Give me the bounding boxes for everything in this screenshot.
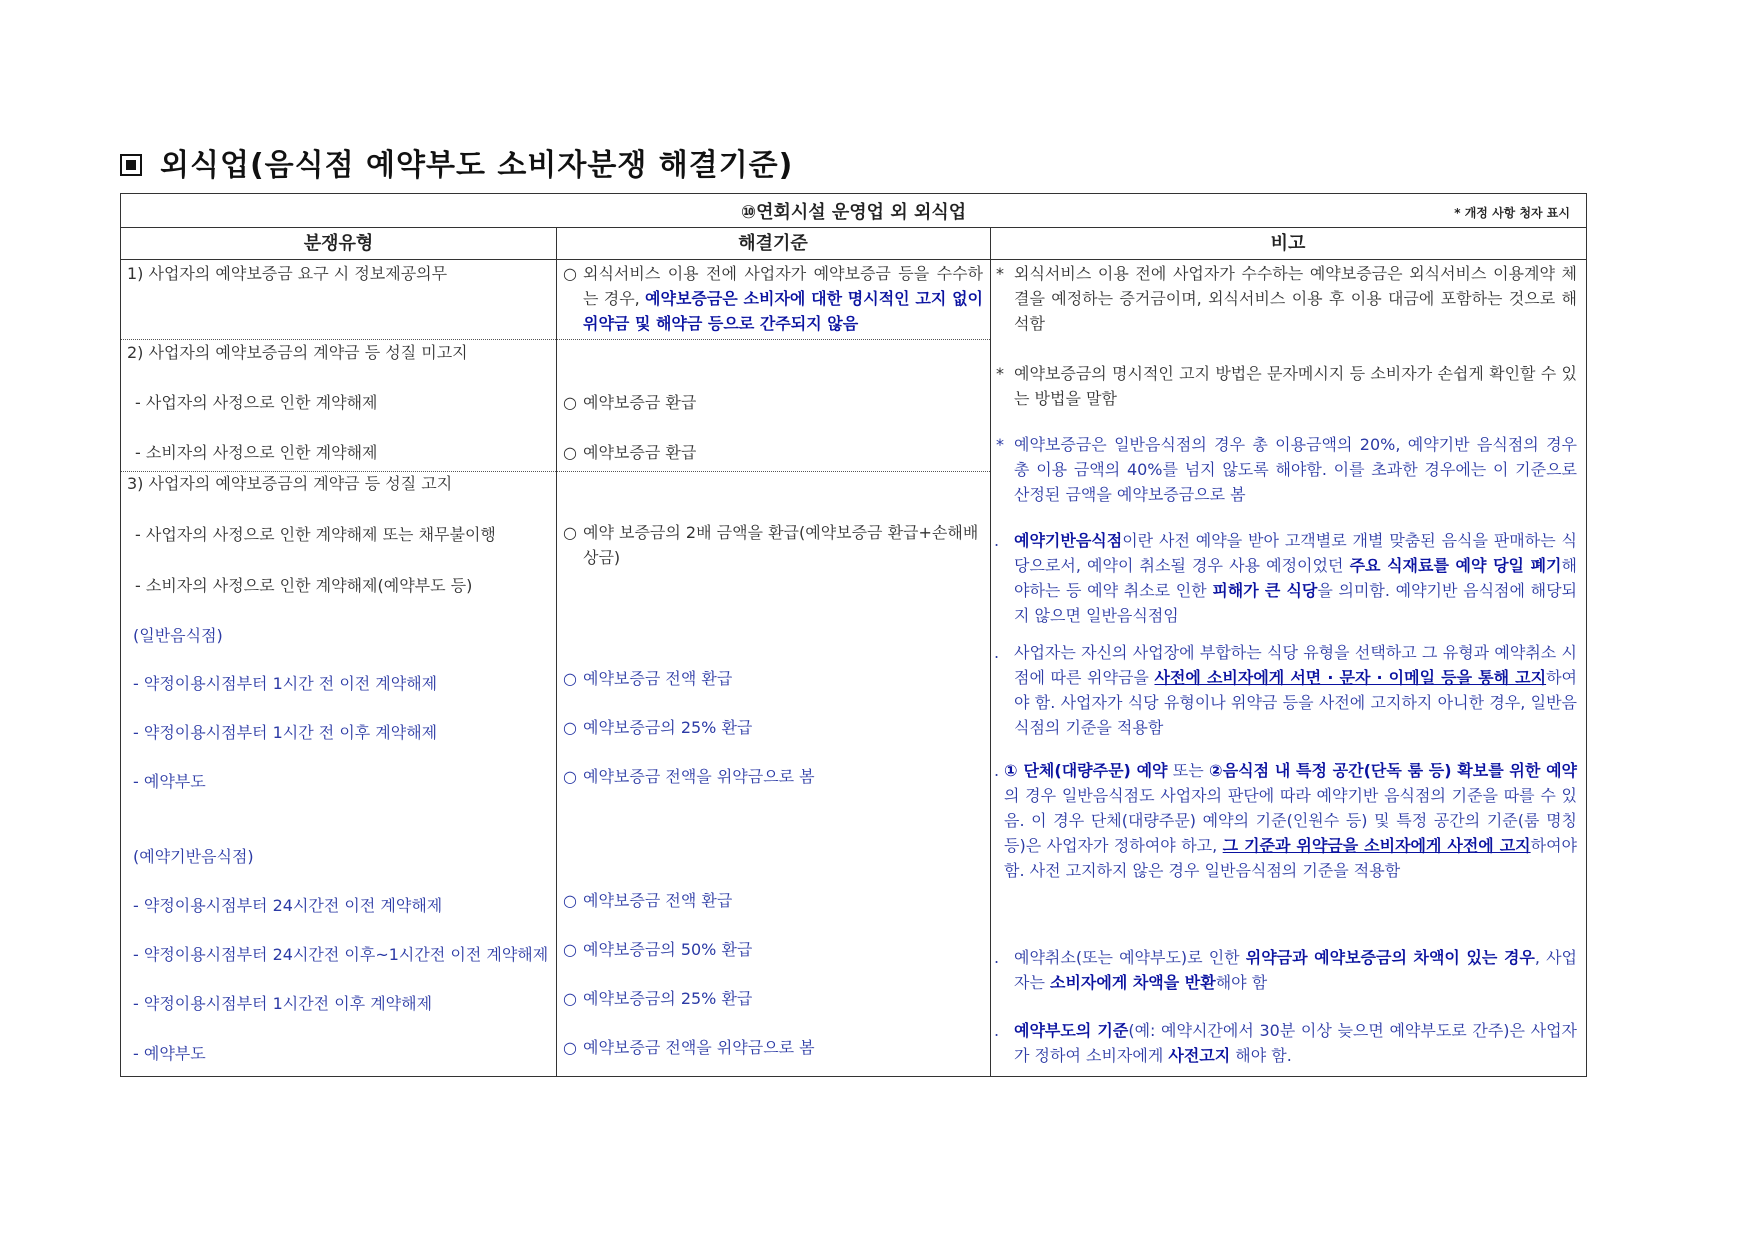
column-divider	[990, 228, 991, 1076]
bullet-icon: ○	[563, 989, 577, 1008]
remark-1: 외식서비스 이용 전에 사업자가 수수하는 예약보증금은 외식서비스 이용계약 체결을 예정하는 증거금이며, 외식서비스 이용 후 이용 대금에 포함하는 것으로 해석함	[1014, 264, 1577, 333]
page-title	[120, 140, 793, 184]
group-reservation-restaurant: (예약기반음식점)	[133, 847, 254, 866]
bullet-icon: ○	[563, 523, 577, 542]
reservation-case-d: - 예약부도	[133, 1044, 206, 1063]
dispute-resolution-table	[120, 193, 1587, 1077]
resolution-2a: 예약보증금 환급	[583, 393, 697, 412]
dispute-type-3: 3) 사업자의 예약보증금의 계약금 등 성질 고지	[127, 474, 453, 493]
reservation-case-b: - 약정이용시점부터 24시간전 이후~1시간전 이전 계약해제	[133, 945, 549, 964]
resolution-general-b: 예약보증금의 25% 환급	[583, 718, 753, 737]
dispute-type-2: 2) 사업자의 예약보증금의 계약금 등 성질 미고지	[127, 343, 468, 362]
remark-4: 예약기반음식점이란 사전 예약을 받아 고객별로 개별 맞춤된 음식을 판매하는 식당으로서, 예약이 취소될 경우 사용 예정이었던 주요 식재료를 예약 당일 폐기해야하는 등 예약 취소로 인한 피해가 큰 식당을 의미함. 예약기반 음식점에 해당되지 않으면 일반음식점임	[1014, 531, 1577, 625]
resolution-3a: 예약 보증금의 2배 금액을 환급(예약보증금 환급+손해배상금)	[583, 523, 979, 567]
general-case-c: - 예약부도	[133, 772, 206, 791]
dispute-type-3b: - 소비자의 사정으로 인한 계약해제(예약부도 등)	[135, 576, 473, 595]
group-general-restaurant: (일반음식점)	[133, 626, 223, 645]
general-case-b: - 약정이용시점부터 1시간 전 이후 계약해제	[133, 723, 438, 742]
bullet-icon: ○	[563, 718, 577, 737]
dot-marker: .	[994, 1021, 1000, 1040]
dot-marker: .	[994, 531, 1000, 550]
resolution-1: 외식서비스 이용 전에 사업자가 예약보증금 등을 수수하는 경우, 예약보증금은 소비자에 대한 명시적인 고지 없이 위약금 및 해약금 등으로 간주되지 않음	[583, 264, 983, 333]
bullet-icon: ○	[563, 393, 577, 412]
bullet-icon: ○	[563, 669, 577, 688]
resolution-reservation-b: 예약보증금의 50% 환급	[583, 940, 753, 959]
bullet-icon: ○	[563, 940, 577, 959]
bullet-icon: ○	[563, 443, 577, 462]
table-category-row	[121, 194, 1586, 228]
revision-note: * 개정 사항 청자 표시	[1454, 206, 1570, 220]
header-dispute-type: 분쟁유형	[303, 233, 374, 254]
resolution-2b: 예약보증금 환급	[583, 443, 697, 462]
filled-square-icon	[120, 154, 142, 176]
reservation-case-a: - 약정이용시점부터 24시간전 이전 계약해제	[133, 896, 443, 915]
remark-6: ① 단체(대량주문) 예약 또는 ②음식점 내 특정 공간(단독 룸 등) 확보를 위한 예약의 경우 일반음식점도 사업자의 판단에 따라 예약기반 음식점의 기준을 따를 수 있음. 이 경우 단체(대량주문) 예약의 기준(인원수 등) 및 특정 공간의 기준(룸 명칭 등)은 사업자가 정하여야 하고, 그 기준과 위약금을 소비자에게 사전에 고지하여야 함. 사전 고지하지 않은 경우 일반음식점의 기준을 적용함	[1004, 761, 1577, 880]
dispute-type-2b: - 소비자의 사정으로 인한 계약해제	[135, 443, 378, 462]
remark-8: 예약부도의 기준(예: 예약시간에서 30분 이상 늦으면 예약부도로 간주)은 사업자가 정하여 소비자에게 사전고지 해야 함.	[1014, 1021, 1578, 1065]
header-remarks: 비고	[1270, 233, 1306, 254]
reservation-case-c: - 약정이용시점부터 1시간전 이후 계약해제	[133, 994, 433, 1013]
asterisk-icon: *	[996, 264, 1004, 283]
table-header-row	[121, 228, 1586, 260]
bullet-icon: ○	[563, 767, 577, 786]
remark-3: 예약보증금은 일반음식점의 경우 총 이용금액의 20%, 예약기반 음식점의 경우 총 이용 금액의 40%를 넘지 않도록 해야함. 이를 초과한 경우에는 이 기준으로 산정된 금액을 예약보증금으로 봄	[1014, 435, 1577, 504]
dot-marker: .	[994, 948, 1000, 967]
asterisk-icon: *	[996, 435, 1004, 454]
column-divider	[556, 228, 557, 1076]
remark-2: 예약보증금의 명시적인 고지 방법은 문자메시지 등 소비자가 손쉽게 확인할 수 있는 방법을 말함	[1014, 364, 1577, 408]
page-title-text: 외식업(음식점 예약부도 소비자분쟁 해결기준)	[160, 148, 794, 183]
asterisk-icon: *	[996, 364, 1004, 383]
bullet-icon: ○	[563, 264, 577, 283]
header-resolution: 해결기준	[738, 233, 808, 254]
resolution-general-a: 예약보증금 전액 환급	[583, 669, 733, 688]
dot-marker: .	[994, 761, 1000, 780]
dot-marker: .	[994, 643, 1000, 662]
bullet-icon: ○	[563, 891, 577, 910]
dispute-type-1: 1) 사업자의 예약보증금 요구 시 정보제공의무	[127, 264, 448, 283]
table-category: ⑩연회시설 운영업 외 외식업	[740, 202, 967, 223]
bullet-icon: ○	[563, 1038, 577, 1057]
dispute-type-2a: - 사업자의 사정으로 인한 계약해제	[135, 393, 378, 412]
remark-5: 사업자는 자신의 사업장에 부합하는 식당 유형을 선택하고 그 유형과 예약취소 시점에 따른 위약금을 사전에 소비자에게 서면 · 문자 · 이메일 등을 통해 고지하여야 함. 사업자가 식당 유형이나 위약금 등을 사전에 고지하지 아니한 경우, 일반음식점의 기준을 적용함	[1014, 643, 1577, 737]
resolution-reservation-a: 예약보증금 전액 환급	[583, 891, 733, 910]
remark-7: 예약취소(또는 예약부도)로 인한 위약금과 예약보증금의 차액이 있는 경우, 사업자는 소비자에게 차액을 반환해야 함	[1014, 948, 1577, 992]
general-case-a: - 약정이용시점부터 1시간 전 이전 계약해제	[133, 674, 438, 693]
resolution-reservation-d: 예약보증금 전액을 위약금으로 봄	[583, 1038, 815, 1057]
dispute-type-3a: - 사업자의 사정으로 인한 계약해제 또는 채무불이행	[135, 525, 496, 544]
resolution-reservation-c: 예약보증금의 25% 환급	[583, 989, 753, 1008]
resolution-general-c: 예약보증금 전액을 위약금으로 봄	[583, 767, 815, 786]
